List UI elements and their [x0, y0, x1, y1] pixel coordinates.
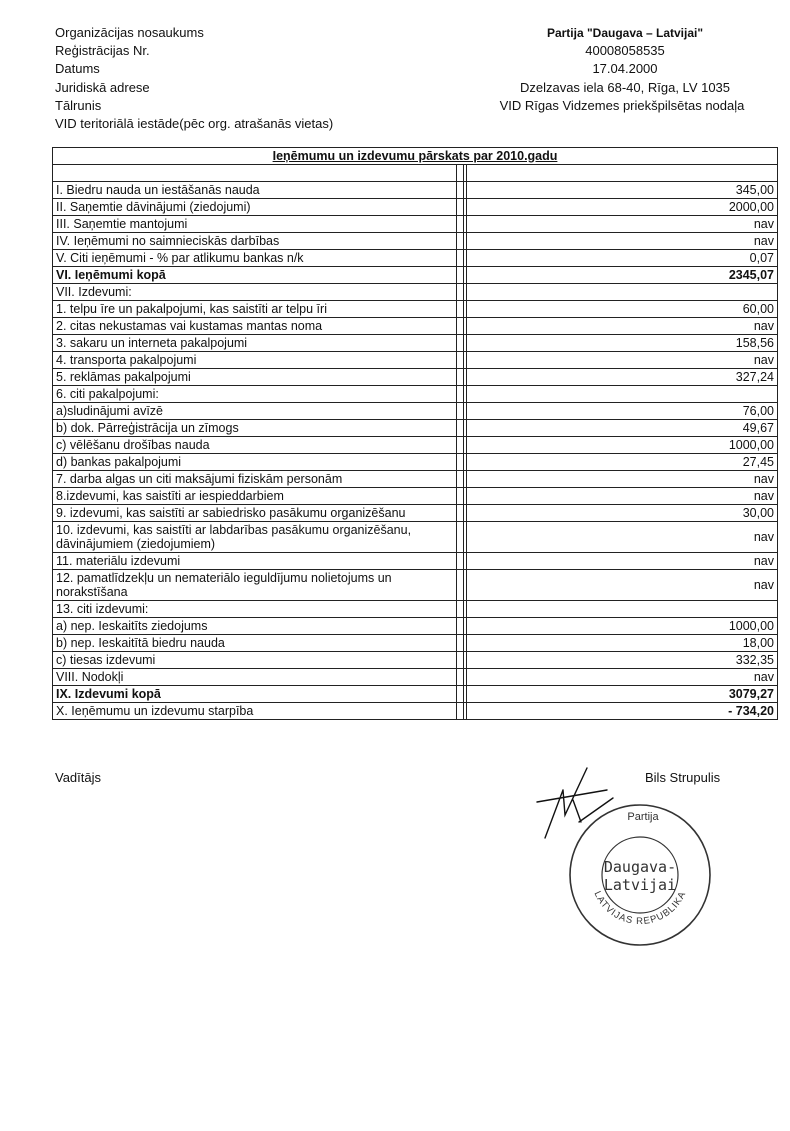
row-value: 345,00 [467, 182, 778, 199]
row-label: d) bankas pakalpojumi [53, 454, 457, 471]
row-label: X. Ieņēmumu un izdevumu starpība [53, 703, 457, 720]
row-label: 9. izdevumi, kas saistīti ar sabiedrisko pasākumu organizēšanu [53, 505, 457, 522]
row-value: 327,24 [467, 369, 778, 386]
report-row [53, 318, 778, 335]
row-value: 18,00 [467, 635, 778, 652]
row-label: VII. Izdevumi: [53, 284, 457, 301]
row-value: nav [467, 233, 778, 250]
address: Dzelzavas iela 68-40, Rīga, LV 1035 [519, 79, 731, 95]
stamp-center-line1: Daugava- [603, 858, 677, 876]
report-row [53, 570, 778, 601]
row-label: V. Citi ieņēmumi - % par atlikumu bankas n/k [53, 250, 457, 267]
report-row [53, 250, 778, 267]
report-row [53, 522, 778, 553]
header-labels [55, 24, 333, 133]
row-value: 30,00 [467, 505, 778, 522]
report-row [53, 488, 778, 505]
stamp-center-line2: Latvijai [603, 876, 677, 894]
vid-office: VID Rīgas Vidzemes priekšpilsētas nodaļa [499, 97, 745, 113]
row-value: 158,56 [467, 335, 778, 352]
label-vid-office: VID teritoriālā iestāde(pēc org. atrašanās vietas) [55, 116, 334, 132]
report-row [53, 352, 778, 369]
report-row [53, 703, 778, 720]
party-stamp [565, 800, 715, 950]
row-value: 3079,27 [467, 686, 778, 703]
report-row [53, 182, 778, 199]
row-value: 49,67 [467, 420, 778, 437]
row-label: VI. Ieņēmumi kopā [53, 267, 457, 284]
report-row [53, 669, 778, 686]
report-row [53, 233, 778, 250]
label-reg-no: Reģistrācijas Nr. [55, 43, 150, 59]
stamp-ring-text: LATVIJAS REPUBLIKA [591, 889, 689, 928]
footer-signer: Bils Strupulis [645, 770, 721, 785]
report-row [53, 403, 778, 420]
date: 17.04.2000 [592, 61, 658, 77]
report-row [53, 216, 778, 233]
row-label: 8.izdevumi, kas saistīti ar iespieddarbiem [53, 488, 457, 505]
row-value: 1000,00 [467, 618, 778, 635]
row-value: nav [467, 471, 778, 488]
report-row [53, 471, 778, 488]
report-row [53, 505, 778, 522]
row-value: nav [467, 522, 778, 553]
row-value: 1000,00 [467, 437, 778, 454]
label-phone: Tālrunis [55, 97, 102, 113]
label-address: Juridiskā adrese [55, 79, 150, 95]
row-value: - 734,20 [467, 703, 778, 720]
row-label: 2. citas nekustamas vai kustamas mantas noma [53, 318, 457, 335]
report-row [53, 652, 778, 669]
report-row [53, 301, 778, 318]
row-value: nav [467, 570, 778, 601]
row-label: II. Saņemtie dāvinājumi (ziedojumi) [53, 199, 457, 216]
report-table [52, 147, 778, 720]
report-row [53, 420, 778, 437]
row-label: 3. sakaru un interneta pakalpojumi [53, 335, 457, 352]
row-label: 7. darba algas un citi maksājumi fiziskām personām [53, 471, 457, 488]
report-row [53, 335, 778, 352]
report-row [53, 635, 778, 652]
row-label: c) tiesas izdevumi [53, 652, 457, 669]
row-value [467, 601, 778, 618]
row-label: IV. Ieņēmumi no saimnieciskās darbības [53, 233, 457, 250]
row-label: 4. transporta pakalpojumi [53, 352, 457, 369]
row-value: 76,00 [467, 403, 778, 420]
row-value: 2345,07 [467, 267, 778, 284]
row-value: 2000,00 [467, 199, 778, 216]
row-value: nav [467, 216, 778, 233]
report-row [53, 601, 778, 618]
row-value: nav [467, 318, 778, 335]
row-label: 10. izdevumi, kas saistīti ar labdarības pasākumu organizēšanu, dāvinājumiem (ziedojumiem) [53, 522, 457, 553]
row-value: nav [467, 669, 778, 686]
report-row [53, 454, 778, 471]
svg-text:LATVIJAS REPUBLIKA [592, 889, 689, 927]
report-title: Ieņēmumu un izdevumu pārskats par 2010.gadu [53, 148, 778, 165]
blank-row [53, 165, 778, 182]
row-value [467, 284, 778, 301]
row-value: nav [467, 553, 778, 570]
footer-role: Vadītājs [55, 770, 102, 785]
row-label: b) dok. Pārreģistrācija un zīmogs [53, 420, 457, 437]
label-date: Datums [55, 61, 100, 77]
row-label: III. Saņemtie mantojumi [53, 216, 457, 233]
row-value: nav [467, 352, 778, 369]
report-row [53, 686, 778, 703]
row-label: a)sludinājumi avīzē [53, 403, 457, 420]
row-value: 332,35 [467, 652, 778, 669]
row-value: nav [467, 488, 778, 505]
report-row [53, 386, 778, 403]
report-row [53, 369, 778, 386]
row-label: a) nep. Ieskaitīts ziedojums [53, 618, 457, 635]
report-row [53, 267, 778, 284]
stamp-top-text: Partija [627, 811, 659, 823]
report-row [53, 618, 778, 635]
row-label: 11. materiālu izdevumi [53, 553, 457, 570]
row-label: 5. reklāmas pakalpojumi [53, 369, 457, 386]
reg-no: 40008058535 [585, 43, 665, 59]
row-label: 6. citi pakalpojumi: [53, 386, 457, 403]
row-label: 12. pamatlīdzekļu un nemateriālo ieguldījumu nolietojums un norakstīšana [53, 570, 457, 601]
row-label: IX. Izdevumi kopā [53, 686, 457, 703]
row-value: 0,07 [467, 250, 778, 267]
report-row [53, 553, 778, 570]
org-name: Partija "Daugava – Latvijai" [546, 26, 704, 40]
row-label: VIII. Nodokļi [53, 669, 457, 686]
row-label: 13. citi izdevumi: [53, 601, 457, 618]
header-values [475, 24, 775, 115]
row-value [467, 386, 778, 403]
row-label: c) vēlēšanu drošības nauda [53, 437, 457, 454]
report-title-row [53, 148, 778, 165]
report-row [53, 437, 778, 454]
label-org-name: Organizācijas nosaukums [55, 25, 204, 40]
row-label: 1. telpu īre un pakalpojumi, kas saistīti ar telpu īri [53, 301, 457, 318]
row-value: 60,00 [467, 301, 778, 318]
row-label: b) nep. Ieskaitītā biedru nauda [53, 635, 457, 652]
report-row [53, 199, 778, 216]
report-row [53, 284, 778, 301]
row-value: 27,45 [467, 454, 778, 471]
row-label: I. Biedru nauda un iestāšanās nauda [53, 182, 457, 199]
